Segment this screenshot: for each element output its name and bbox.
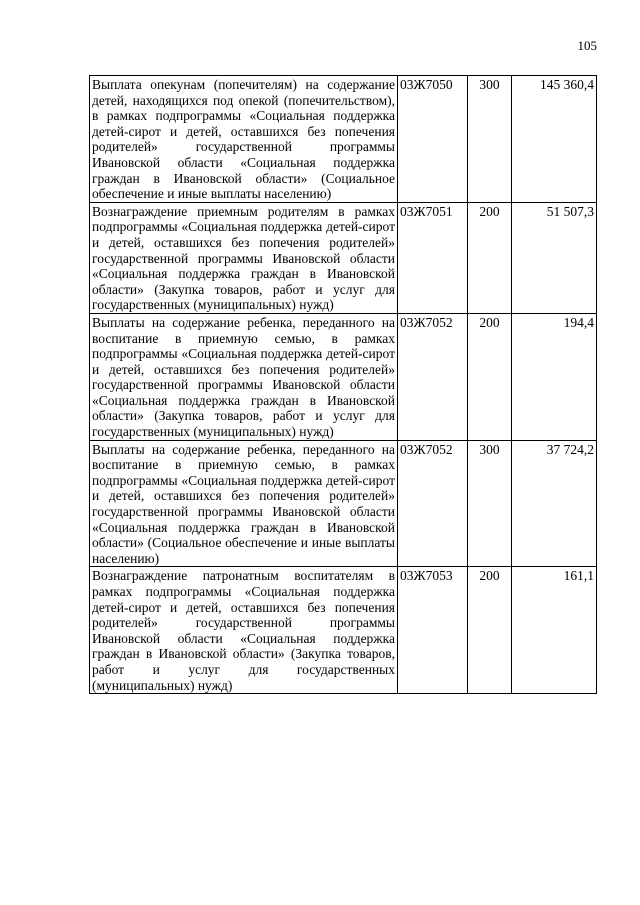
row-amount: 51 507,3	[512, 202, 597, 313]
table-row	[90, 313, 597, 440]
table-row	[90, 567, 597, 694]
page-number: 105	[577, 38, 597, 53]
row-expense-type: 300	[468, 76, 512, 203]
row-description: Вознаграждение приемным родителям в рамках подпрограммы «Социальная поддержка детей-сирот и детей, оставшихся без попечения родителей» государственной программы Ивановской области «Социальная поддержка граждан в Ивановской области» (Закупка товаров, работ и услуг для государственных (муниципальных) нужд)	[90, 202, 398, 313]
row-target-code: 03Ж7050	[398, 76, 468, 203]
row-description: Вознаграждение патронатным воспитателям в рамках подпрограммы «Социальная поддержка детей-сирот и детей, оставшихся без попечения родителей» государственной программы Ивановской области «Социальная поддержка граждан в Ивановской области» (Закупка товаров, работ и услуг для государственных (муниципальных) нужд)	[90, 567, 398, 694]
row-expense-type: 300	[468, 440, 512, 567]
table-row	[90, 202, 597, 313]
row-target-code: 03Ж7051	[398, 202, 468, 313]
row-description: Выплаты на содержание ребенка, переданного на воспитание в приемную семью, в рамках подпрограммы «Социальная поддержка детей-сирот и детей, оставшихся без попечения родителей» государственной программы Ивановской области «Социальная поддержка граждан в Ивановской области» (Закупка товаров, работ и услуг для государственных (муниципальных) нужд)	[90, 313, 398, 440]
row-expense-type: 200	[468, 567, 512, 694]
row-description: Выплаты на содержание ребенка, переданного на воспитание в приемную семью, в рамках подпрограммы «Социальная поддержка детей-сирот и детей, оставшихся без попечения родителей» государственной программы Ивановской области «Социальная поддержка граждан в Ивановской области» (Социальное обеспечение и иные выплаты населению)	[90, 440, 398, 567]
row-target-code: 03Ж7053	[398, 567, 468, 694]
table-row	[90, 76, 597, 203]
row-amount: 194,4	[512, 313, 597, 440]
row-expense-type: 200	[468, 202, 512, 313]
row-target-code: 03Ж7052	[398, 313, 468, 440]
row-description: Выплата опекунам (попечителям) на содержание детей, находящихся под опекой (попечительством), в рамках подпрограммы «Социальная поддержка детей-сирот и детей, оставшихся без попечения родителей» государственной программы Ивановской области «Социальная поддержка граждан в Ивановской области» (Социальное обеспечение и иные выплаты населению)	[90, 76, 398, 203]
row-expense-type: 200	[468, 313, 512, 440]
budget-table	[89, 75, 597, 694]
row-target-code: 03Ж7052	[398, 440, 468, 567]
row-amount: 145 360,4	[512, 76, 597, 203]
row-amount: 37 724,2	[512, 440, 597, 567]
table-row	[90, 440, 597, 567]
row-amount: 161,1	[512, 567, 597, 694]
